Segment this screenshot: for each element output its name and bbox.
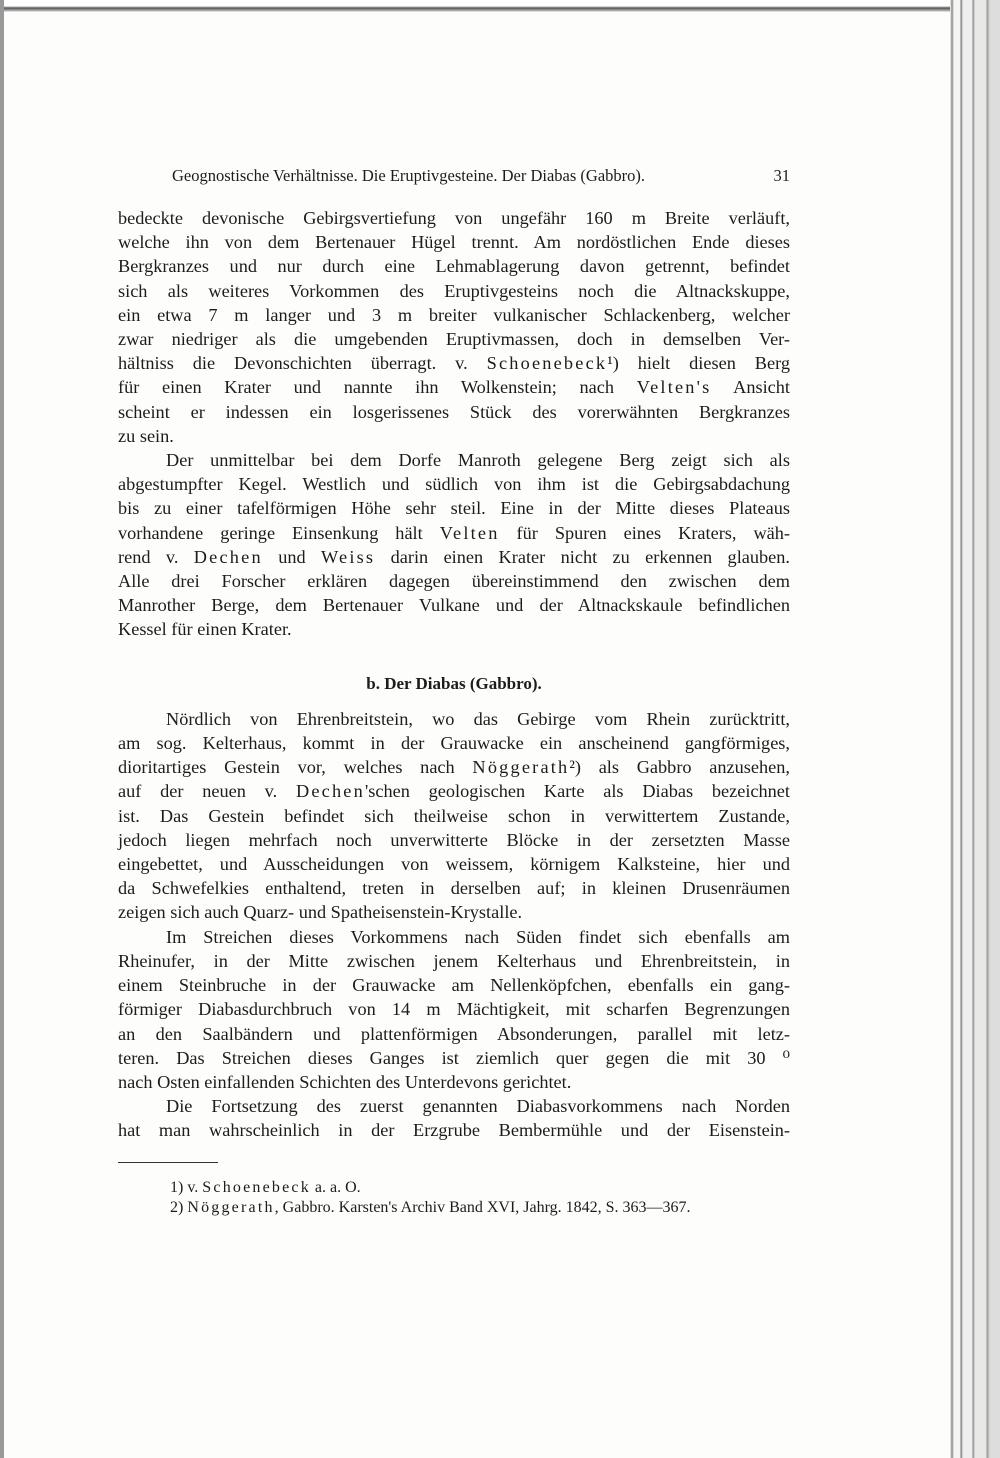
text-line [118,400,790,424]
text-line [118,1022,790,1046]
text-segment: a. a. O. [310,1179,361,1196]
text-segment: Ansicht [711,377,790,398]
text-line [118,997,790,1021]
page-left-edge [0,0,4,1458]
text-segment: bis zu einer tafelförmigen Höhe sehr steil. Eine in der Mitte dieses Plateaus [118,498,790,519]
spaced-name: Dechen [295,781,365,802]
text-segment: 1) v. [170,1179,203,1196]
text-line [118,949,790,973]
text-segment: am sog. Kelterhaus, kommt in der Grauwacke ein anscheinend gangförmiges, [118,733,790,754]
text-segment: bedeckte devonische Gebirgsvertiefung von ungefähr 160 m Breite verläuft, [118,208,790,228]
running-head-title: Geognostische Verhältnisse. Die Eruptivgesteine. Der Diabas (Gabbro). [172,166,646,185]
spaced-name: Schoenebeck [486,353,608,374]
body-text [118,206,790,1143]
spaced-name: Dechen [193,546,263,567]
footnotes [170,1178,810,1218]
text-line [118,755,790,779]
text-line [118,521,790,545]
text-segment: nach Osten einfallenden Schichten des Unterdevons gerichtet. [118,1071,572,1092]
text-line [118,496,790,520]
text-line [118,900,790,924]
footnote [170,1198,810,1218]
text-line [118,1046,790,1070]
footnote-rule [118,1162,218,1163]
text-segment: dioritartiges Gestein vor, welches nach [118,757,473,778]
spaced-name: Velten [439,522,500,543]
spaced-name: Nöggerath [187,1199,275,1216]
section-a-text [118,206,790,642]
text-line [118,1118,790,1142]
text-segment: für Spuren eines Kraters, wäh- [499,522,790,543]
text-line [118,617,790,641]
text-segment: da Schwefelkies enthaltend, treten in derselben auf; in kleinen Drusenräumen [118,878,790,899]
text-segment: Kessel für einen Krater. [118,619,292,640]
text-line [118,804,790,828]
text-segment: Rheinufer, in der Mitte zwischen jenem Kelterhaus und Ehrenbreitstein, in [118,950,790,971]
text-line [118,327,790,351]
text-segment: welche ihn von dem Bertenauer Hügel trennt. Am nordöstlichen Ende dieses [118,232,790,253]
text-segment: und [262,546,322,567]
text-line [118,303,790,327]
section-b-text [118,707,790,1143]
text-segment: Der unmittelbar bei dem Dorfe Manroth gelegene Berg zeigt sich als [166,450,790,471]
text-line [118,779,790,803]
text-line [118,828,790,852]
text-line [118,206,790,230]
text-line [118,925,790,949]
text-segment: einem Steinbruche in der Grauwacke am Nellenköpfchen, ebenfalls ein gang- [118,975,790,996]
text-segment: an den Saalbändern und plattenförmigen Absonderungen, parallel mit letz- [118,1023,790,1044]
text-segment: rend v. [118,546,194,567]
text-line [118,569,790,593]
page-stack-edges [950,0,1000,1458]
text-segment: auf der neuen v. [118,781,296,802]
text-line [118,545,790,569]
text-line [118,731,790,755]
text-segment: abgestumpfter Kegel. Westlich und südlich von ihm ist die Gebirgsabdachung [118,474,790,495]
page-number: 31 [773,166,790,185]
paragraph [118,206,790,448]
text-line [118,472,790,496]
text-segment: für einen Krater und nannte ihn Wolkenstein; nach [118,377,637,398]
text-segment: , Gabbro. Karsten's Archiv Band XVI, Jahrg. 1842, S. 363—367. [274,1199,691,1216]
text-segment: Manrother Berge, dem Bertenauer Vulkane und der Altnackskaule befindlichen [118,595,790,616]
text-segment: teren. Das Streichen dieses Ganges ist ziemlich quer gegen die mit 30 ⁰ [118,1047,790,1068]
text-line [118,593,790,617]
spaced-name: Weiss [321,546,376,567]
paragraph [118,448,790,642]
text-line [118,1094,790,1118]
text-line [118,707,790,731]
text-line [118,424,790,448]
paragraph [118,925,790,1094]
text-line [118,1070,790,1094]
text-line [118,448,790,472]
text-line [118,230,790,254]
section-heading: b. Der Diabas (Gabbro). [366,673,542,693]
text-segment: sich als weiteres Vorkommen des Eruptivgesteins noch die Altnackskuppe, [118,280,790,301]
text-segment: ²) als Gabbro anzusehen, [569,757,790,778]
text-segment: ein etwa 7 m langer und 3 m breiter vulkanischer Schlackenberg, welcher [118,304,790,325]
running-head [172,166,790,186]
text-segment: darin einen Krater nicht zu erkennen glauben. [375,546,791,567]
text-segment: Im Streichen dieses Vorkommens nach Süden findet sich ebenfalls am [166,926,790,947]
text-segment: hat man wahrscheinlich in der Erzgrube Bembermühle und der Eisenstein- [118,1120,790,1141]
spaced-name: Velten's [636,377,712,398]
text-segment: scheint er indessen ein losgerissenes Stück des vorerwähnten Bergkranzes [118,401,790,422]
paragraph [118,1094,790,1142]
page-top-edge [0,0,960,12]
text-segment: Bergkranzes und nur durch eine Lehmablagerung davon getrennt, befindet [118,256,790,277]
spaced-name: Nöggerath [472,757,570,778]
text-segment: ¹) hielt diesen Berg [607,353,790,374]
text-line [118,254,790,278]
text-segment: 'schen geologischen Karte als Diabas bezeichnet [364,781,790,802]
text-segment: jedoch liegen mehrfach noch unverwitterte Blöcke in der zersetzten Masse [118,829,790,850]
text-line [118,351,790,375]
text-segment: hältniss die Devonschichten überragt. v. [118,353,487,374]
text-segment: zu sein. [118,425,174,446]
text-segment: Nördlich von Ehrenbreitstein, wo das Gebirge vom Rhein zurücktritt, [166,708,790,729]
text-segment: Alle drei Forscher erklären dagegen übereinstimmend den zwischen dem [118,571,790,592]
text-segment: 2) [170,1199,188,1216]
footnote [170,1178,810,1198]
text-segment: eingebettet, und Ausscheidungen von weissem, körnigem Kalksteine, hier und [118,854,790,875]
text-segment: vorhandene geringe Einsenkung hält [118,522,440,543]
text-segment: zwar niedriger als die umgebenden Eruptivmassen, doch in demselben Ver- [118,329,790,350]
spaced-name: Schoenebeck [202,1179,311,1196]
text-line [118,973,790,997]
text-line [118,279,790,303]
text-segment: förmiger Diabasdurchbruch von 14 m Mächtigkeit, mit scharfen Begrenzungen [118,999,790,1020]
text-segment: Die Fortsetzung des zuerst genannten Diabasvorkommens nach Norden [166,1096,790,1117]
text-line [118,852,790,876]
text-segment: ist. Das Gestein befindet sich theilweise schon in verwittertem Zustande, [118,805,790,826]
paragraph [118,707,790,925]
text-line [118,375,790,399]
text-line [118,876,790,900]
text-segment: zeigen sich auch Quarz- und Spatheisenstein-Krystalle. [118,902,523,923]
